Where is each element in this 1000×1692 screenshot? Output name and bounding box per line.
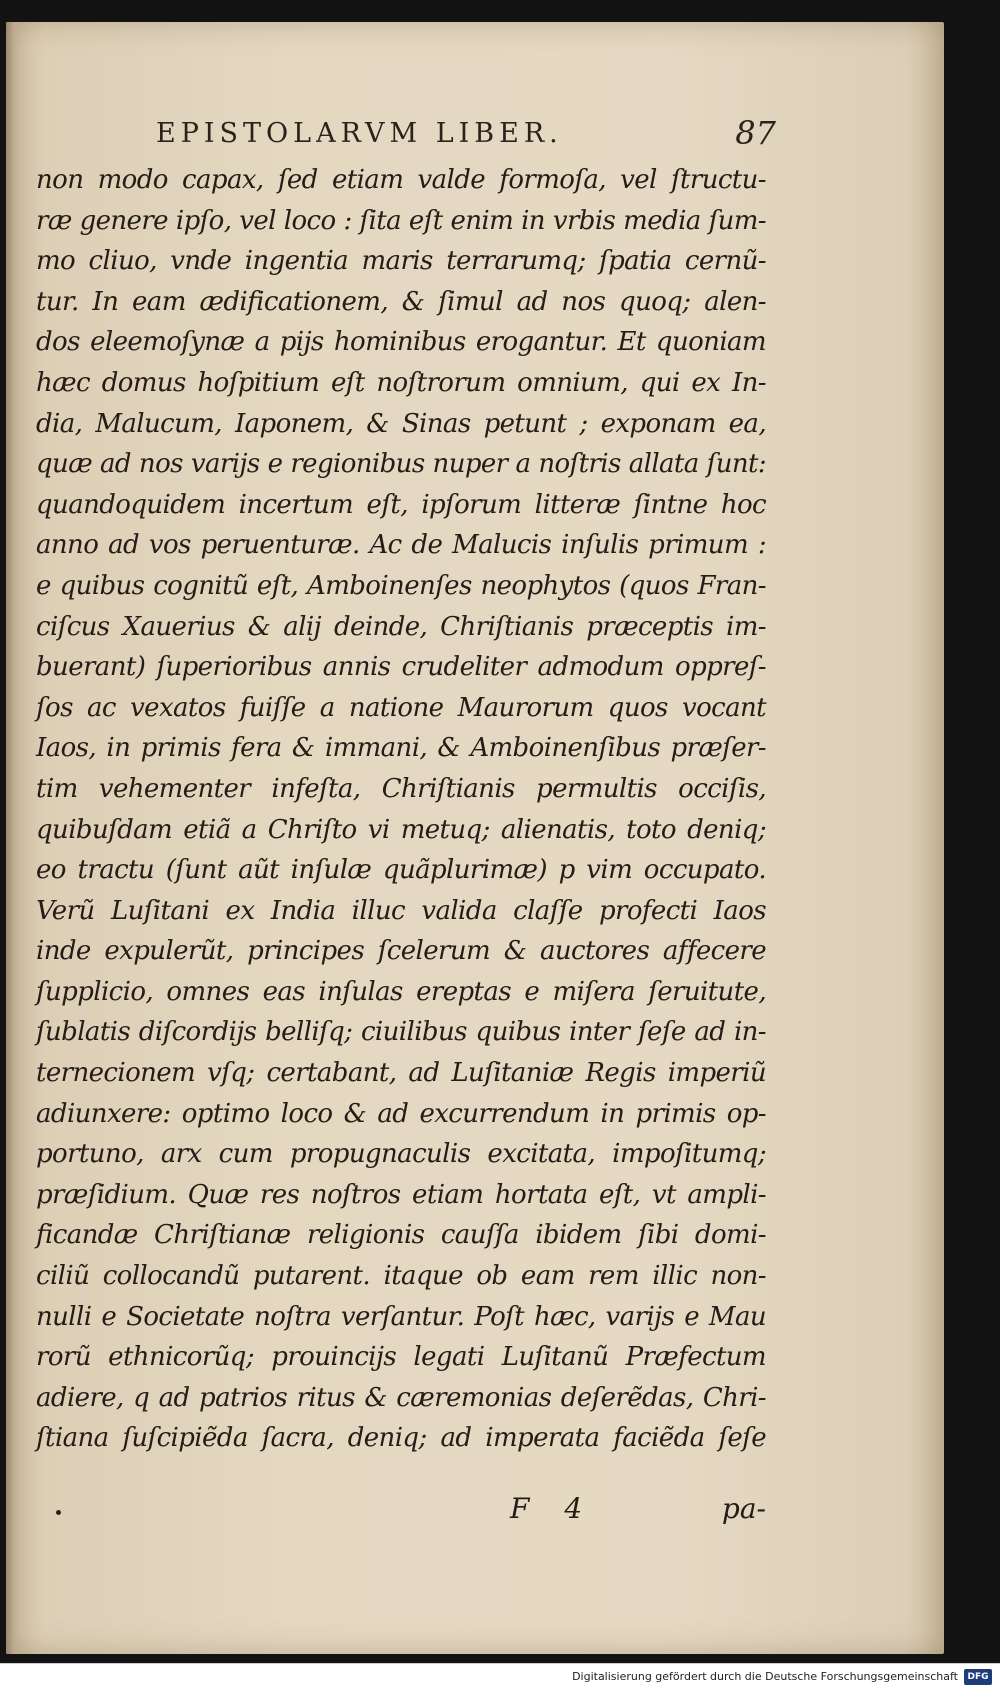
- text-line: ſublatis diſcordijs belliſq; ciuilibus quibus inter ſeſe ad in-: [36, 1017, 766, 1048]
- text-line: quæ ad nos varijs e regionibus nuper a noſtris allata ſunt:: [36, 449, 766, 480]
- text-line: nulli e Societate noſtra verſantur. Poſt hæc, varijs e Mau: [36, 1301, 766, 1332]
- text-line: quibuſdam etiã a Chriſto vi metuq; alienatis, toto deniq;: [36, 814, 766, 845]
- text-line: inde expulerũt, principes ſcelerum & auctores affecere: [36, 936, 766, 967]
- text-line: ſos ac vexatos fuiſſe a natione Maurorum quos vocant: [36, 692, 766, 723]
- text-body: [36, 160, 766, 1459]
- ink-mark: [56, 1510, 61, 1515]
- text-line: hæc domus hoſpitium eſt noſtrorum omnium, qui ex In-: [36, 367, 766, 398]
- text-line: dos eleemoſynæ a pijs hominibus erogantur. Et quoniam: [36, 327, 766, 358]
- text-line: Iaos, in primis fera & immani, & Amboinenſibus præſer-: [36, 733, 766, 764]
- text-line: præſidium. Quæ res noſtros etiam hortata eſt, vt ampli-: [36, 1179, 766, 1210]
- funding-note: Digitalisierung gefördert durch die Deutsche Forschungsgemeinschaft: [572, 1670, 958, 1683]
- dfg-logo-icon: DFG: [964, 1669, 992, 1685]
- text-line: tur. In eam ædificationem, & ſimul ad nos quoq; alen-: [36, 286, 766, 317]
- text-line: adiunxere: optimo loco & ad excurrendum in primis op-: [36, 1098, 766, 1129]
- text-line: ræ genere ipſo, vel loco : ſita eſt enim in vrbis media ſum-: [36, 205, 766, 236]
- text-line: buerant) ſuperioribus annis crudeliter admodum oppreſ-: [36, 652, 766, 683]
- text-line: Verũ Luſitani ex India illuc valida claſſe profecti Iaos: [36, 895, 766, 926]
- text-line: eo tractu (ſunt aũt inſulæ quãplurimæ) p vim occupato.: [36, 855, 766, 886]
- text-line: ficandæ Chriſtianæ religionis cauſſa ibidem ſibi domi-: [36, 1220, 766, 1251]
- signature-mark: F 4: [510, 1492, 583, 1525]
- text-line: portuno, arx cum propugnaculis excitata, impoſitumq;: [36, 1139, 766, 1170]
- text-line: tim vehementer infeſta, Chriſtianis permultis occiſis,: [36, 773, 766, 804]
- text-line: ternecionem vſq; certabant, ad Luſitaniæ Regis imperiũ: [36, 1058, 766, 1089]
- text-line: non modo capax, ſed etiam valde formoſa, vel ſtructu-: [36, 165, 766, 195]
- text-line: anno ad vos peruenturæ. Ac de Malucis inſulis primum :: [36, 530, 766, 561]
- text-line: ſtiana ſuſcipiẽda ſacra, deniq; ad imperata faciẽda ſeſe: [36, 1423, 766, 1454]
- running-title: EPISTOLARVM LIBER.: [156, 118, 563, 149]
- funding-strip: [0, 1663, 1000, 1692]
- text-line: ſupplicio, omnes eas inſulas ereptas e miſera ſeruitute,: [36, 976, 766, 1007]
- page-number: 87: [735, 114, 776, 152]
- text-line: ciſcus Xauerius & alij deinde, Chriſtianis præceptis im-: [36, 611, 766, 642]
- text-line: ciliũ collocandũ putarent. itaque ob eam rem illic non-: [36, 1261, 766, 1292]
- text-line: adiere, q ad patrios ritus & cæremonias deſerẽdas, Chri-: [36, 1382, 766, 1413]
- text-line: quandoquidem incertum eſt, ipſorum litteræ ſintne hoc: [36, 489, 766, 520]
- page-footer: [56, 1492, 766, 1532]
- page-gutter-shadow: [6, 22, 20, 1654]
- text-line: mo cliuo, vnde ingentia maris terrarumq; ſpatia cernũ-: [36, 246, 766, 277]
- catchword: pa-: [721, 1492, 766, 1525]
- text-line: dia, Malucum, Iaponem, & Sinas petunt ; exponam ea,: [36, 408, 766, 439]
- book-page: [6, 22, 944, 1654]
- page-header: [156, 114, 776, 164]
- text-line: rorũ ethnicorũq; prouincijs legati Luſitanũ Præfectum: [36, 1342, 766, 1373]
- text-line: e quibus cognitũ eſt, Amboinenſes neophytos (quos Fran-: [36, 570, 766, 601]
